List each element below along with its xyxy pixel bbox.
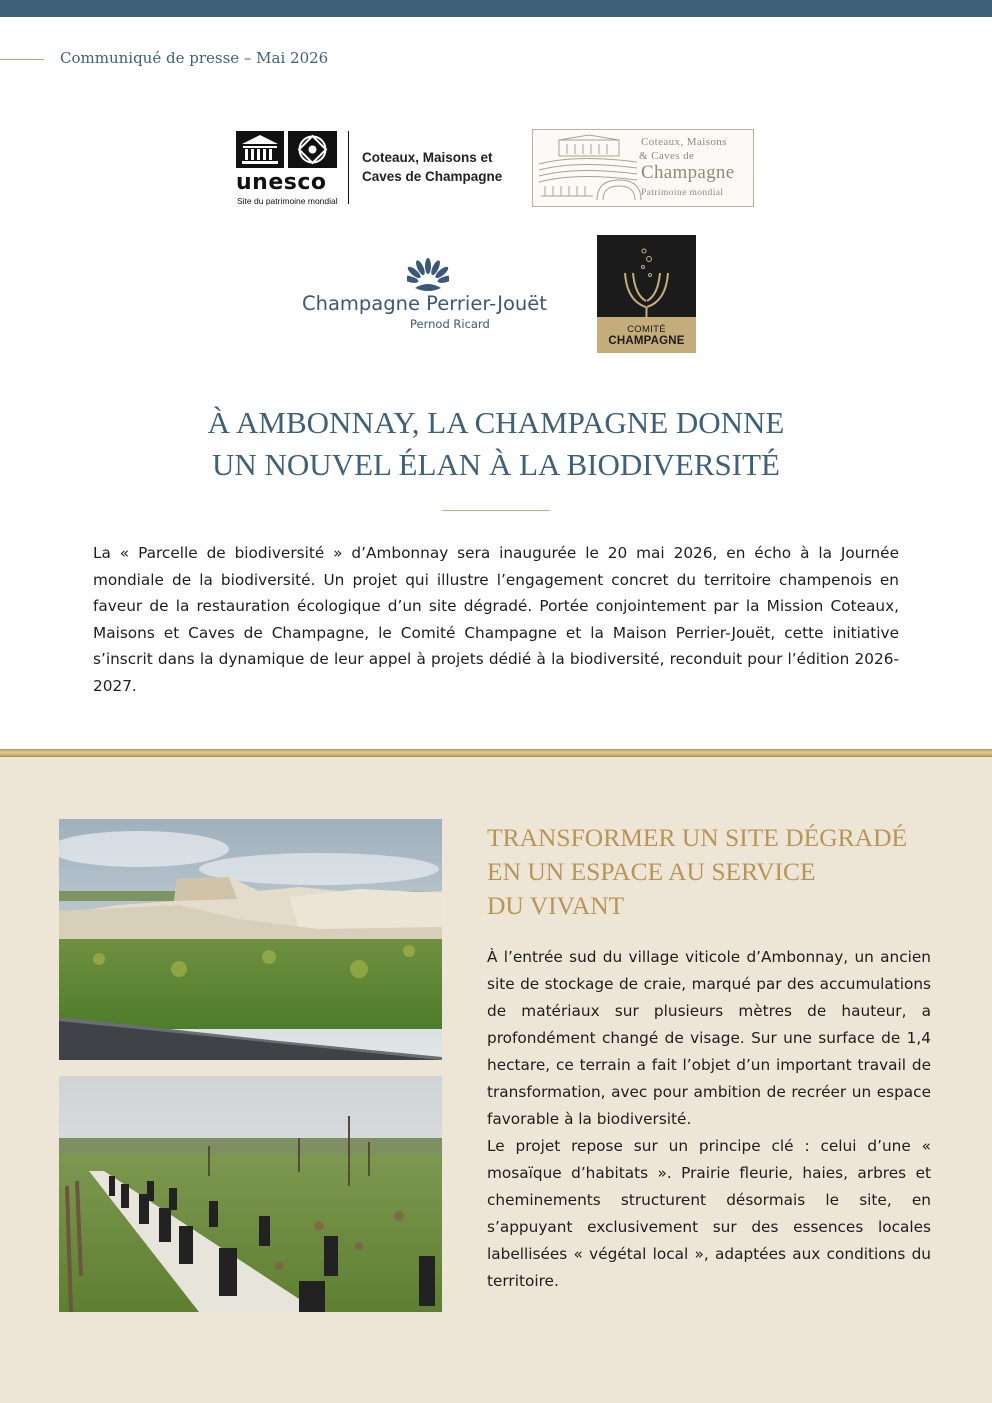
gold-divider-band	[0, 749, 992, 757]
anemone-flower-icon	[407, 258, 449, 294]
unesco-subtitle: Site du patrimoine mondial	[237, 196, 338, 206]
coteaux-line-3: Champagne	[641, 162, 735, 183]
hedgerow-plantation-photo	[59, 1076, 442, 1312]
title-line-1: À AMBONNAY, LA CHAMPAGNE DONNE	[207, 405, 785, 440]
intro-paragraph: La « Parcelle de biodiversité » d’Ambonnay sera inaugurée le 20 mai 2026, en écho à la Journée mondiale de la biodiversité. Un projet qui illustre l’engagement concret du territoire champenois en faveur de la restauration écologique d’un site dégradé. Portée conjointement par la Mission Coteaux, Maisons et Caves de Champagne, le Comité Champagne et la Maison Perrier-Jouët, cette initiative s’inscrit dans la dynamique de leur appel à projets dédié à la biodiversité, reconduit pour l’édition 2026-2027.	[93, 544, 899, 695]
unesco-wordmark: unesco	[236, 170, 327, 195]
pernod-ricard-label: Pernod Ricard	[410, 317, 490, 331]
comite-label: COMITÉ	[627, 324, 666, 335]
section-paragraph-1: À l’entrée sud du village viticole d’Ambonnay, un ancien site de stockage de craie, marqué par des accumulations de matériaux sur plusieurs mètres de hauteur, a profondément changé de visage. Sur une surface de 1,4 hectare, ce terrain a fait l’objet d’un important travail de transformation, avec pour ambition de recréer un espace favorable à la biodiversité.	[487, 948, 931, 1128]
section-title	[487, 821, 927, 923]
coteaux-line-1: Coteaux, Maisons	[641, 136, 727, 148]
header-gold-rule	[0, 59, 44, 60]
coteaux-line-4: Patrimoine mondial	[641, 188, 724, 198]
unesco-separator	[348, 131, 349, 204]
section-paragraph-2: Le projet repose sur un principe clé : celui d’une « mosaïque d’habitats ». Prairie fleurie, haies, arbres et cheminements structurent désormais le site, en s’appuyant exclusivement sur des essences locales labellisées « végétal local », adaptées aux conditions du territoire.	[487, 1137, 931, 1290]
unesco-temple-emblem	[236, 131, 337, 168]
coteaux-line-2: & Caves de	[639, 150, 695, 162]
coteaux-maisons-caves-logo	[532, 129, 754, 207]
unesco-site-name: Coteaux, Maisons et Caves de Champagne	[362, 150, 503, 184]
comite-band	[597, 317, 696, 353]
section-title-line-2: EN UN ESPACE AU SERVICE	[487, 857, 816, 886]
section-title-line-1: TRANSFORMER UN SITE DÉGRADÉ	[487, 823, 908, 852]
title-line-2: UN NOUVEL ÉLAN À LA BIODIVERSITÉ	[212, 447, 780, 482]
chalk-site-photo	[59, 819, 442, 1060]
press-release-header: Communiqué de presse – Mai 2026	[60, 49, 329, 67]
title-divider	[442, 510, 550, 511]
section-title-line-3: DU VIVANT	[487, 891, 625, 920]
main-title	[100, 402, 892, 486]
champagne-glass-icon	[597, 235, 696, 317]
vineyard-illustration-icon	[537, 134, 647, 202]
perrier-jouet-name: Champagne Perrier-Jouët	[302, 292, 547, 315]
champagne-label: CHAMPAGNE	[608, 335, 685, 347]
top-color-bar	[0, 0, 992, 17]
comite-champagne-logo	[597, 235, 696, 353]
section-body	[487, 944, 931, 1295]
